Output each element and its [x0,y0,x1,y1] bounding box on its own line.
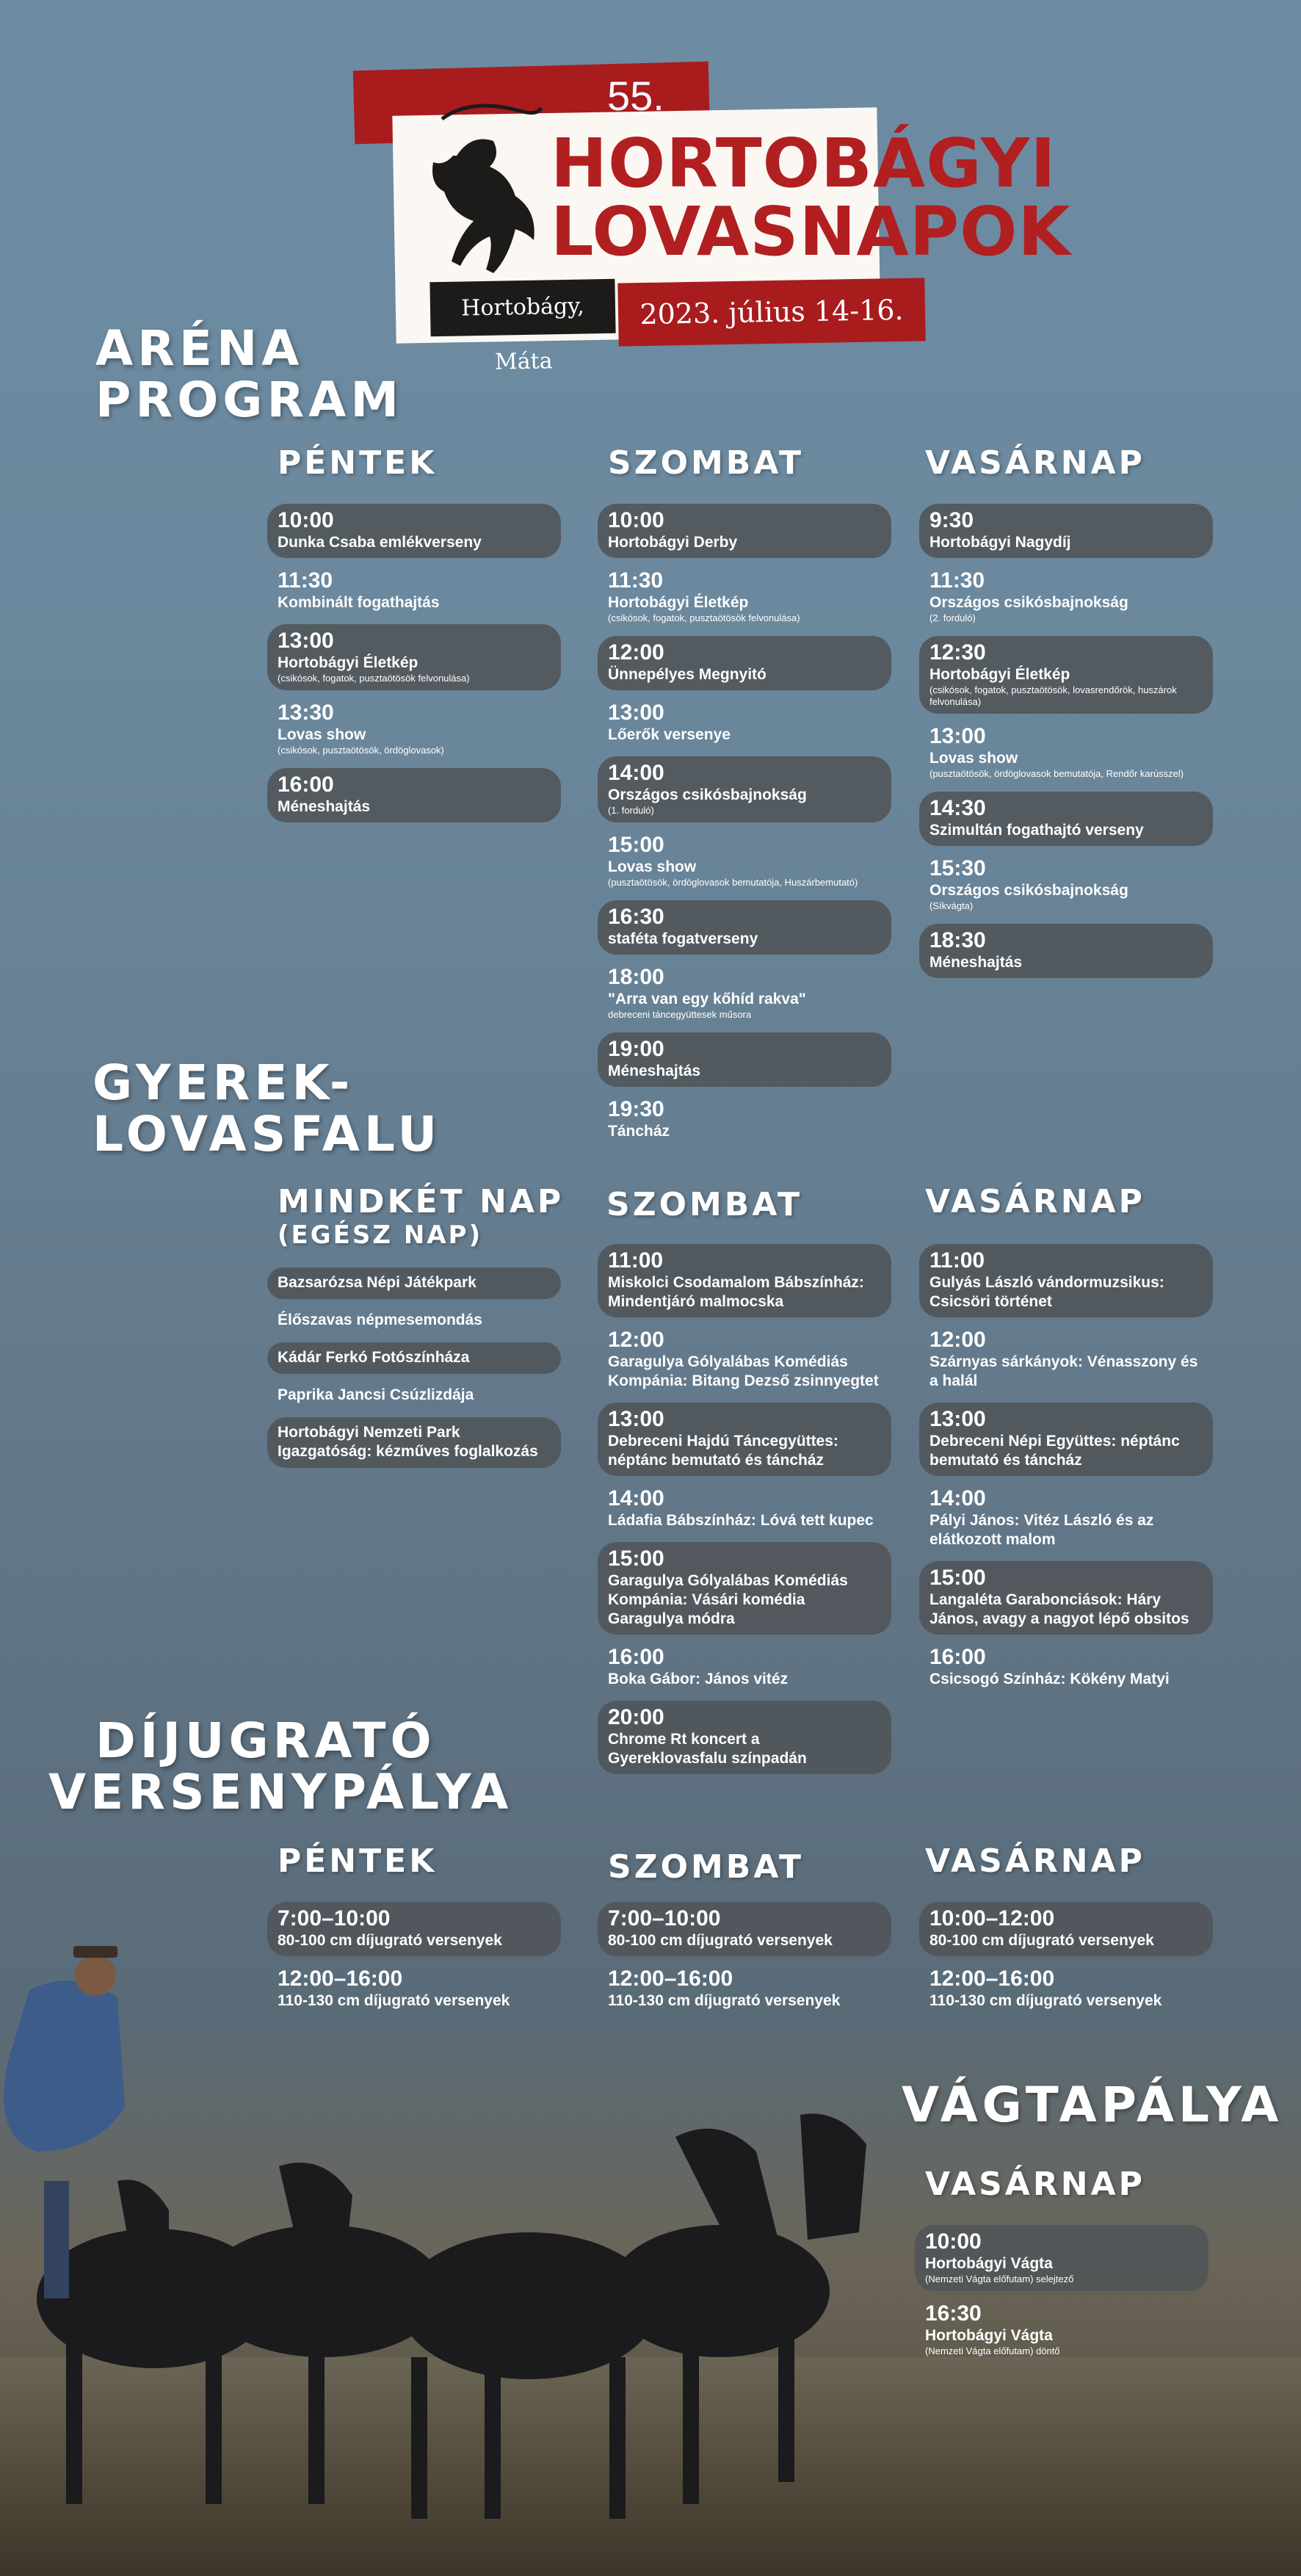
event-item [598,1323,891,1397]
dijugrato-saturday-list [598,1902,891,2022]
event-item [267,696,561,762]
gyerek-sunday-list [919,1244,1213,1701]
event-name: Lovas show [608,858,697,875]
dijugrato-day-friday: PÉNTEK [278,1842,438,1880]
dijugrato-friday-list [267,1902,561,2022]
event-time: 11:30 [929,568,985,593]
logo-title-line1: HORTOBÁGYI [551,124,1057,203]
gyerek-day-both [278,1184,564,1250]
arena-saturday-list [598,504,891,1153]
event-item [598,1701,891,1774]
event-time: 11:30 [278,568,333,593]
arena-day-sunday: VASÁRNAP [925,444,1145,482]
event-item [267,768,561,822]
gyerek-title-line1: GYEREK- [93,1054,355,1111]
vagta-sunday-list [915,2225,1208,2369]
gyerek-title-line2: LOVASFALU [93,1106,442,1162]
event-note: (1. forduló) [608,805,654,816]
event-name: "Arra van egy kőhíd rakva" [608,991,806,1007]
event-time: 15:00 [608,833,664,857]
event-name: Ládafia Bábszínház: Lóvá tett kupec [608,1512,874,1529]
event-name: Paprika Jancsi Csúzlizdája [278,1386,474,1403]
event-note: (csikósok, fogatok, pusztaötösök felvonulása) [278,673,470,684]
logo-location: Hortobágy, Máta [430,279,615,336]
event-time: 19:30 [608,1097,664,1121]
event-item [598,696,891,750]
event-item [919,1640,1213,1695]
event-item [598,1032,891,1087]
event-time: 18:30 [929,928,986,952]
event-time: 16:00 [929,1645,986,1669]
event-time: 16:00 [608,1645,664,1669]
arena-title-line1: ARÉNA [95,320,304,377]
event-name: Dunka Csaba emlékverseny [278,534,482,551]
event-item [267,504,561,558]
dijugrato-day-saturday: SZOMBAT [608,1848,804,1886]
event-item [919,504,1213,558]
event-name: 80-100 cm díjugrató versenyek [608,1932,833,1949]
event-time: 7:00–10:00 [608,1906,721,1931]
event-name: Országos csikósbajnokság [608,786,807,803]
event-time: 12:00–16:00 [929,1967,1055,1991]
dijugrato-title [48,1712,513,1820]
event-time: 15:00 [929,1566,986,1590]
event-time: 10:00 [278,508,334,532]
event-name: Hortobágyi Vágta [925,2255,1053,2272]
event-item [919,1403,1213,1476]
event-note: (2. forduló) [929,612,976,623]
gyerek-both-list [267,1267,561,1474]
event-name: Debreceni Népi Együttes: néptánc bemutató és táncház [929,1433,1180,1469]
dijugrato-day-sunday: VASÁRNAP [925,1842,1145,1880]
event-item [267,1962,561,2016]
event-item [598,1403,891,1476]
event-time: 11:00 [608,1248,664,1273]
event-name: Hortobágyi Életkép [929,666,1070,683]
event-time: 18:00 [608,965,664,989]
event-item [267,624,561,690]
gyerek-day-sunday: VASÁRNAP [925,1183,1145,1220]
event-name: Lovas show [278,726,366,743]
event-name: Pályi János: Vitéz László és az elátkozott malom [929,1512,1154,1548]
event-time: 12:00 [608,640,664,665]
event-item [598,504,891,558]
event-time: 10:00–12:00 [929,1906,1055,1931]
event-item [919,792,1213,846]
event-time: 13:00 [278,629,334,653]
event-item [267,1902,561,1956]
vagta-day-sunday: VASÁRNAP [925,2166,1145,2203]
event-name: 110-130 cm díjugrató versenyek [608,1992,841,2009]
event-name: Csicsogó Színház: Kökény Matyi [929,1671,1170,1687]
event-item [598,1482,891,1536]
event-time: 7:00–10:00 [278,1906,391,1931]
event-time: 14:30 [929,796,986,820]
gyerek-both-label: MINDKÉT NAP [278,1183,565,1220]
event-name: Országos csikósbajnokság [929,882,1128,899]
event-time: 10:00 [608,508,664,532]
event-time: 14:00 [929,1486,986,1510]
arena-title [95,320,404,428]
event-name: Ünnepélyes Megnyitó [608,666,767,683]
event-name: Hortobágyi Derby [608,534,738,551]
event-item [919,1244,1213,1317]
event-time: 14:00 [608,1486,664,1510]
dijugrato-title-line1: DÍJUGRATÓ [95,1712,436,1769]
event-time: 19:00 [608,1037,664,1061]
event-time: 16:00 [278,773,334,797]
event-name: 80-100 cm díjugrató versenyek [929,1932,1154,1949]
arena-title-line2: PROGRAM [95,372,404,428]
event-note: (pusztaötösök, ördöglovasok bemutatója, Huszárbemutató) [608,877,858,888]
event-name: Méneshajtás [929,954,1023,971]
event-name: Szárnyas sárkányok: Vénasszony és a halál [929,1353,1198,1389]
event-item [598,1640,891,1695]
event-note: (csikósok, fogatok, pusztaötösök, lovasrendőrök, huszárok felvonulása) [929,684,1177,707]
logo-title-line2: LOVASNAPOK [551,192,1071,271]
event-name: Garagulya Gólyalábas Komédiás Kompánia: Bitang Dezső zsinnyegtet [608,1353,879,1389]
event-item [598,756,891,822]
event-time: 13:00 [929,1407,986,1431]
event-name: 110-130 cm díjugrató versenyek [278,1992,510,2009]
event-name: Hortobágyi Életkép [278,654,418,671]
event-time: 12:30 [929,640,986,665]
event-time: 13:00 [929,724,986,748]
event-time: 15:00 [608,1546,664,1571]
arena-day-friday: PÉNTEK [278,444,438,482]
event-name: Miskolci Csodamalom Bábszínház: Mindentjáró malmocska [608,1274,864,1310]
event-item [919,1323,1213,1397]
event-note: (pusztaötösök, ördöglovasok bemutatója, Rendőr karússzel) [929,768,1184,779]
event-name: Hortobágyi Nagydíj [929,534,1071,551]
event-item [267,564,561,618]
event-item [267,1417,561,1468]
event-note: (Nemzeti Vágta előfutam) döntő [925,2345,1060,2356]
logo-edition: 55. [607,73,664,119]
event-name: Táncház [608,1123,670,1140]
event-note: (csikósok, pusztaötösök, ördöglovasok) [278,745,444,756]
event-time: 9:30 [929,508,974,532]
event-item [598,900,891,955]
event-item [598,1244,891,1317]
event-name: Garagulya Gólyalábas Komédiás Kompánia: Vásári komédia Garagulya módra [608,1572,848,1627]
event-time: 20:00 [608,1705,664,1729]
event-time: 12:00–16:00 [278,1967,403,1991]
event-time: 11:00 [929,1248,985,1273]
event-time: 13:00 [608,701,664,725]
event-item [267,1380,561,1411]
event-item [919,564,1213,630]
event-item [267,1305,561,1336]
event-time: 13:00 [608,1407,664,1431]
event-time: 10:00 [925,2229,982,2254]
event-time: 15:30 [929,856,986,880]
event-item [598,1962,891,2016]
event-item [919,720,1213,786]
event-item [598,960,891,1027]
event-name: Kádár Ferkó Fotószínháza [278,1349,470,1366]
event-item [598,1093,891,1147]
arena-friday-list [267,504,561,828]
event-name: 110-130 cm díjugrató versenyek [929,1992,1162,2009]
dijugrato-sunday-list [919,1902,1213,2022]
event-item [598,564,891,630]
event-item [598,1902,891,1956]
event-name: Méneshajtás [608,1063,701,1079]
event-name: Élőszavas népmesemondás [278,1311,482,1328]
event-time: 11:30 [608,568,664,593]
event-item [915,2225,1208,2291]
horse-rider-icon [398,90,567,310]
event-name: Országos csikósbajnokság [929,594,1128,611]
event-note: debreceni táncegyüttesek műsora [608,1009,752,1020]
event-item [919,1962,1213,2016]
event-name: Szimultán fogathajtó verseny [929,822,1144,839]
event-time: 14:00 [608,761,664,785]
event-name: Hortobágyi Nemzeti Park Igazgatóság: kézműves foglalkozás [278,1424,538,1460]
dijugrato-title-line2: VERSENYPÁLYA [48,1764,513,1820]
event-name: Hortobágyi Vágta [925,2327,1053,2344]
event-time: 16:30 [925,2301,982,2326]
event-name: Langaléta Garabonciások: Háry János, avagy a nagyot lépő obsitos [929,1591,1189,1627]
event-item [915,2297,1208,2363]
event-note: (Nemzeti Vágta előfutam) selejtező [925,2273,1074,2284]
event-name: Lovas show [929,750,1018,767]
event-note: (Síkvágta) [929,900,974,911]
event-item [598,1542,891,1635]
event-name: Hortobágyi Életkép [608,594,749,611]
event-time: 12:00 [608,1328,664,1352]
event-time: 12:00 [929,1328,986,1352]
event-name: Méneshajtás [278,798,371,815]
event-item [919,1482,1213,1555]
gyerek-both-sub: (EGÉSZ NAP) [278,1220,483,1250]
event-name: 80-100 cm díjugrató versenyek [278,1932,502,1949]
event-name: Lőerők versenye [608,726,731,743]
vagta-title: VÁGTAPÁLYA [902,2077,1283,2133]
event-item [267,1267,561,1299]
gyerek-title [93,1054,442,1162]
event-item [919,852,1213,918]
event-name: Gulyás László vándormuzsikus: Csicsöri történet [929,1274,1164,1310]
event-time: 12:00–16:00 [608,1967,733,1991]
event-time: 16:30 [608,905,664,929]
event-time: 13:30 [278,701,334,725]
event-note: (csikósok, fogatok, pusztaötösök felvonulása) [608,612,800,623]
gyerek-day-saturday: SZOMBAT [606,1186,802,1223]
event-item [919,1561,1213,1635]
gyerek-saturday-list [598,1244,891,1780]
event-item [919,636,1213,714]
event-name: Chrome Rt koncert a Gyereklovasfalu színpadán [608,1731,807,1767]
arena-day-saturday: SZOMBAT [608,444,804,482]
event-item [598,828,891,894]
event-name: Kombinált fogathajtás [278,594,440,611]
event-name: Debreceni Hajdú Táncegyüttes: néptánc bemutató és táncház [608,1433,838,1469]
event-name: Bazsarózsa Népi Játékpark [278,1274,476,1291]
festival-logo [354,60,1071,375]
event-item [919,924,1213,978]
arena-sunday-list [919,504,1213,984]
event-item [598,636,891,690]
event-name: Boka Gábor: János vitéz [608,1671,789,1687]
logo-date: 2023. július 14-16. [617,278,925,346]
event-item [267,1342,561,1374]
event-item [919,1902,1213,1956]
event-name: staféta fogatverseny [608,930,758,947]
